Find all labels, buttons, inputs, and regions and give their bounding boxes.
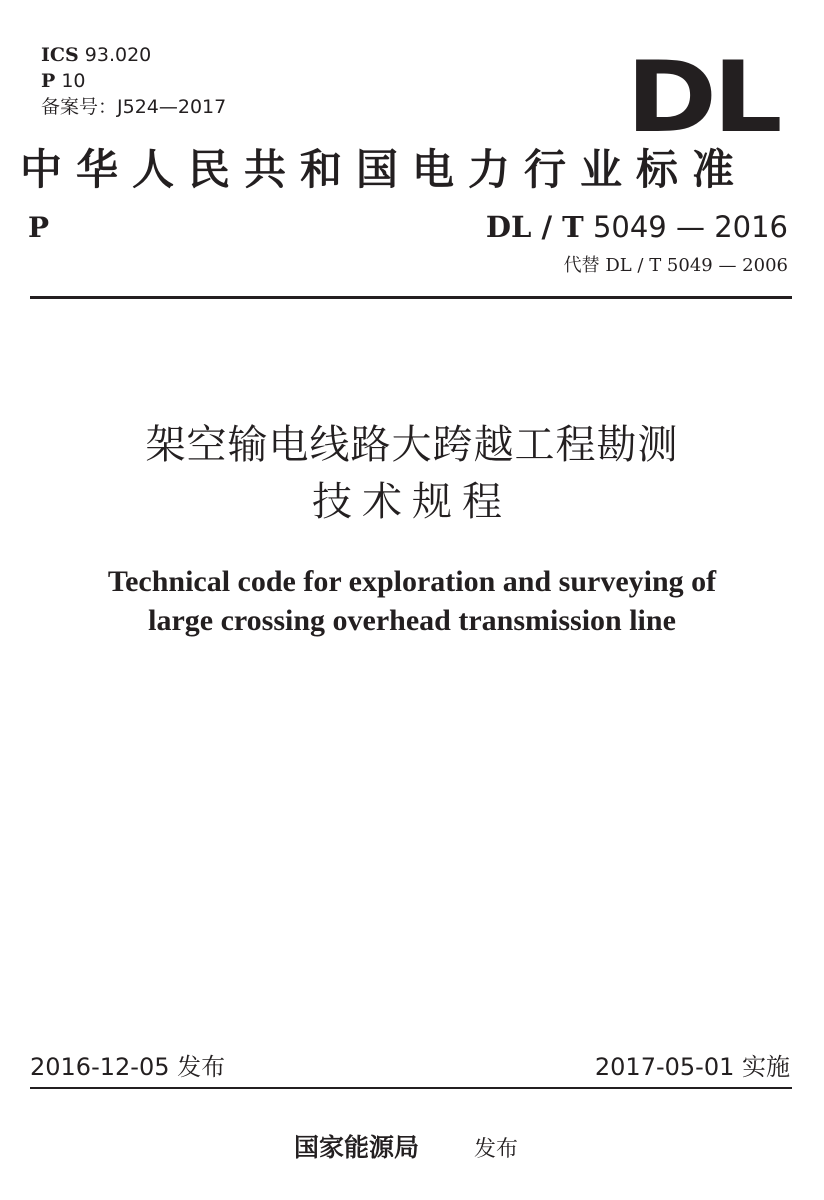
classification-value: 10 [61, 70, 86, 92]
english-title-line-2: large crossing overhead transmission line [148, 604, 676, 637]
top-divider [30, 296, 792, 299]
replaces-code: 代替 DL / T 5049 — 2006 [563, 255, 788, 276]
publisher-name: 国家能源局 [294, 1133, 420, 1162]
ics-label: ICS [41, 44, 79, 66]
standard-code [486, 210, 788, 244]
chinese-title-line-2: 技术规程 [312, 479, 512, 525]
standard-code-prefix: DL / T [485, 210, 584, 244]
classification-line [41, 70, 86, 92]
chinese-title-line-1: 架空输电线路大跨越工程勘测 [145, 422, 679, 468]
record-number-value: J524—2017 [117, 96, 227, 118]
standard-title: 中华人民共和国电力行业标准 [20, 145, 749, 194]
english-title-line-1: Technical code for exploration and surveying of [107, 565, 717, 598]
issue-date: 2016-12-05 发布 [30, 1053, 226, 1081]
record-number-label: 备案号： [41, 96, 118, 118]
publisher-action: 发布 [474, 1137, 519, 1162]
record-number-line [41, 96, 226, 118]
ics-line [41, 44, 151, 66]
classification-label: P [41, 70, 56, 92]
standard-code-number: 5049 — 2016 [592, 210, 788, 244]
implementation-date: 2017-05-01 实施 [594, 1053, 790, 1081]
ics-value: 93.020 [84, 44, 152, 66]
bottom-divider [30, 1087, 792, 1089]
dl-logo: DL [626, 41, 779, 155]
category-letter: P [28, 211, 50, 244]
